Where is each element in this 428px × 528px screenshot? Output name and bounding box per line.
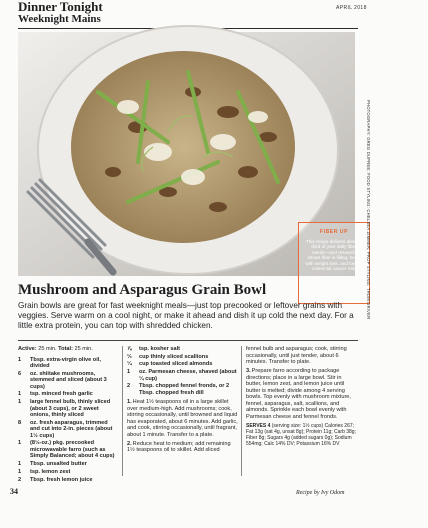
ingredient-qty: ⅞ (127, 346, 132, 352)
ingredients-column-1 (18, 346, 118, 484)
ingredient-qty: 6 (18, 370, 22, 377)
total-label: Total: (58, 346, 73, 352)
ingredient-text: Tbsp. chopped fennel fronds, or 2 Tbsp. chopped fresh dill (139, 383, 230, 396)
ingredient (18, 469, 118, 476)
ingredient-qty: 2 (18, 476, 22, 483)
nutrition-text: (serving size: 1½ cups) Calories 267; Fat 13g (sat 4g, unsat 8g); Protein 11g; Carb 38g; Fiber 8g; Sugars 4g (added sugars 0g); Sodium 554mg; Calc 14% DV; Potassium 16% DV (246, 423, 356, 447)
ingredient-text: (8½-oz.) pkg. precooked microwavable farro (such as Simply Balanced; about 4 cups) (30, 440, 115, 460)
ingredient-text: cup thinly sliced scallions (139, 353, 209, 360)
step-2-continued: fennel bulb and asparagus; cook, stirring occasionally, until just tender, about 6 minutes. Transfer to plate. (246, 346, 347, 365)
ingredients-column-2 (127, 346, 238, 456)
ingredient-qty: 1 (18, 461, 22, 468)
ingredient (127, 361, 238, 368)
sidebar-text: This recipe delivers about a third of your daily fiber needs—and research shows fiber is filling, helps with weight loss, and lowers colorectal cancer risk. (305, 239, 363, 272)
ingredient (127, 354, 238, 361)
total-value: 25 min. (74, 346, 93, 352)
recipe-divider (18, 340, 358, 341)
directions-column (246, 346, 358, 447)
sidebar-title: FIBER UP (319, 229, 349, 235)
column-divider (122, 346, 123, 476)
ingredient (18, 461, 118, 468)
step-3: 3.Prepare farro according to package directions; place in a large bowl. Stir in butter, lemon zest, and lemon juice until butter is melted; divide among 4 serving bowls. Top evenly with mushroom mixture, fennel, asparagus, salt, scallions, and almonds. Sprinkle each bowl evenly with Parmesan cheese and fennel fronds. (246, 368, 351, 420)
ingredient-text: cup toasted sliced almonds (139, 361, 213, 368)
photo-credit: PHOTOGRAPHY: GREG DUPREE; FOOD STYLING: CHELSEA ZIMMER; PROP STYLING: THOM DRIVER (366, 100, 371, 320)
ingredient-qty: ¼ (127, 361, 132, 368)
ingredient (18, 357, 118, 370)
grain-bowl-photo (18, 32, 363, 276)
fiber-up-sidebar (298, 222, 370, 304)
recipe-times (18, 346, 118, 353)
ingredient-text: tsp. lemon zest (30, 468, 71, 475)
recipe-intro: Grain bowls are great for fast weeknight meals—just top precooked or leftover grains with veggies. Serve warm on a cool night, or make it ahead and dish it up cold the next day. For a little extra protein, you can top with shredded chicken. (18, 301, 354, 330)
ingredient (18, 399, 118, 419)
ingredient-text: Tbsp. extra-virgin olive oil, divided (30, 356, 101, 369)
step-1-text: Heat 1½ teaspoons oil in a large skillet over medium-high. Add mushrooms; cook, stirring occasionally, until browned and liquid has evaporated, about 6 minutes. Add garlic, and cook, stirring occasionally, until fragrant, about 1 minute. Transfer to a plate. (127, 399, 238, 438)
ingredient (18, 477, 118, 484)
recipe-title: Mushroom and Asparagus Grain Bowl (18, 282, 267, 298)
active-value: 25 min. (38, 346, 57, 352)
ingredient-text: oz. fresh asparagus, trimmed and cut into 2-in. pieces (about 1½ cups) (30, 419, 113, 439)
ingredient-text: Tbsp. unsalted butter (30, 461, 87, 468)
column-divider (241, 346, 242, 476)
ingredient-qty: 2 (127, 383, 131, 390)
nutrition-info (246, 423, 358, 447)
ingredient (127, 346, 238, 353)
step-1: 1.Heat 1½ teaspoons oil in a large skillet over medium-high. Add mushrooms; cook, stirring occasionally, until browned and liquid has evaporated, about 6 minutes. Add garlic, and cook, stirring occasionally, until fragrant, about 1 minute. Transfer to a plate. (127, 399, 238, 438)
ingredient (18, 440, 118, 460)
page-number: 34 (10, 487, 18, 496)
ingredient (18, 371, 118, 391)
ingredient (18, 391, 118, 398)
section-title: Dinner Tonight (18, 0, 103, 14)
ingredient-text: tsp. kosher salt (139, 346, 181, 352)
step-3-text: Prepare farro according to package directions; place in a large bowl. Stir in butter, lemon zest, and lemon juice until butter is melted; divide among 4 serving bowls. Top evenly with mushroom mixture, fennel, asparagus, salt, scallions, and almonds. Sprinkle each bowl evenly with Parmesan cheese and fennel fronds. (246, 368, 351, 420)
step-2: 2.Reduce heat to medium; add remaining 1½ teaspoons oil to skillet. Add sliced (127, 440, 231, 454)
step-2-text: Reduce heat to medium; add remaining 1½ teaspoons oil to skillet. Add sliced (127, 440, 231, 454)
serves-label: SERVES 4 (246, 423, 271, 429)
ingredient-qty: 8 (18, 419, 22, 426)
ingredient-text: tsp. minced fresh garlic (30, 391, 93, 398)
section-subtitle: Weeknight Mains (18, 13, 101, 25)
ingredient-qty: 1 (127, 369, 131, 376)
ingredient (127, 369, 238, 382)
ingredient-qty: 1 (18, 399, 22, 406)
ingredient (18, 420, 118, 440)
ingredient-qty: 1 (18, 468, 22, 475)
ingredient-text: large fennel bulb, thinly sliced (about 3 cups), or 2 sweet onions, thinly sliced (30, 399, 111, 419)
issue-date: APRIL 2018 (336, 5, 367, 11)
ingredient-text: oz. shiitake mushrooms, stemmed and sliced (about 3 cups) (30, 370, 107, 390)
ingredient-qty: 1 (18, 391, 22, 398)
ingredient-qty: 1 (18, 356, 22, 363)
ingredient-text: Tbsp. fresh lemon juice (30, 476, 93, 483)
ingredient-qty: 1 (18, 440, 22, 447)
recipe-byline: Recipe by Ivy Odom (296, 490, 345, 496)
ingredient (127, 383, 238, 396)
active-label: Active: (18, 346, 37, 352)
ingredient-qty: ⅓ (127, 353, 132, 360)
ingredient-text: oz. Parmesan cheese, shaved (about ¼ cup) (139, 369, 237, 382)
